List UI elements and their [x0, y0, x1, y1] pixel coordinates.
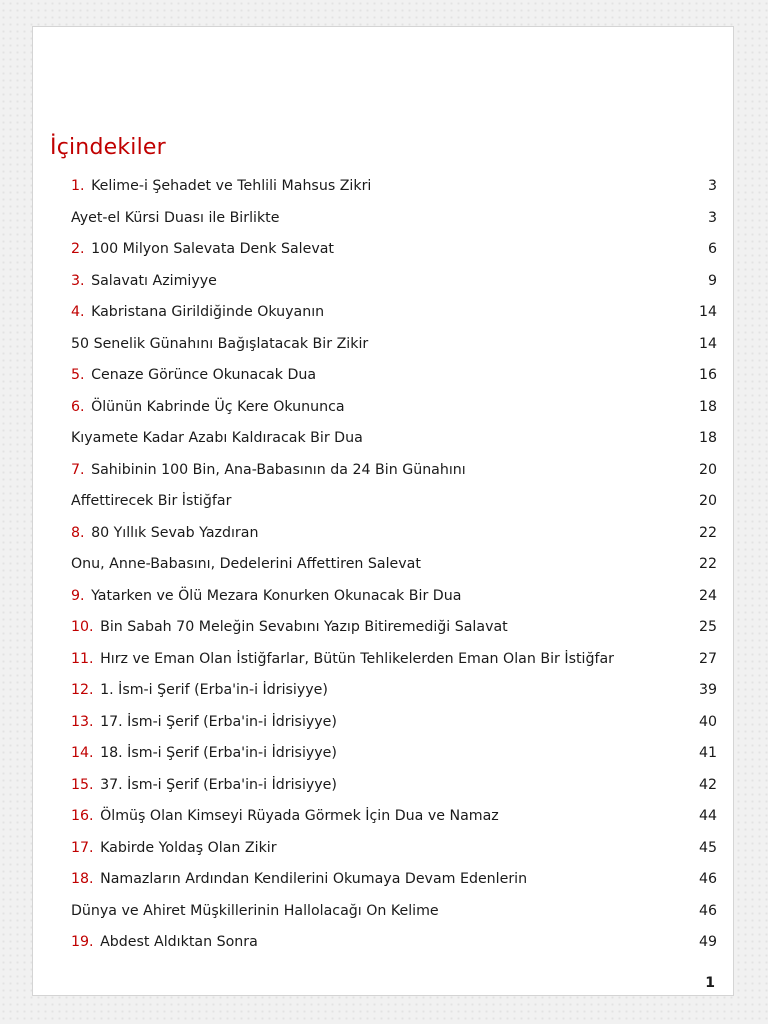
toc-entry-page: 20	[698, 493, 717, 509]
toc-entry[interactable]	[71, 364, 717, 396]
toc-entry-page: 20	[698, 461, 717, 478]
toc-entry-title: Yatarken ve Ölü Mezara Konurken Okunacak Bir Dua	[91, 587, 462, 604]
toc-entry-text	[71, 396, 345, 418]
toc-entry[interactable]	[71, 238, 717, 270]
toc-entry-title: 37. İsm-i Şerif (Erba'in-i İdrisiyye)	[100, 776, 337, 793]
toc-entry-page: 40	[698, 713, 717, 730]
toc-entry-title: Onu, Anne-Babasını, Dedelerini Affettiren Salevat	[71, 556, 421, 572]
toc-entry-number: 1.	[71, 178, 85, 194]
toc-entry-text	[71, 553, 421, 575]
toc-entry-number: 11.	[71, 650, 94, 667]
toc-entry-title: Ölmüş Olan Kimseyi Rüyada Görmek İçin Dua ve Namaz	[100, 808, 499, 824]
toc-entry-title: Kabirde Yoldaş Olan Zikir	[100, 839, 277, 856]
toc-entry-page: 27	[698, 650, 717, 667]
toc-entry-page: 49	[698, 934, 717, 950]
toc-entry[interactable]	[71, 742, 717, 774]
toc-entry[interactable]	[71, 805, 717, 837]
toc-entry[interactable]	[71, 427, 717, 459]
toc-entry-page: 42	[698, 776, 717, 793]
toc-entry-page: 39	[698, 682, 717, 698]
toc-entry-text	[71, 175, 371, 197]
toc-entry-title: Affettirecek Bir İstiğfar	[71, 493, 232, 509]
toc-entry-title: 100 Milyon Salevata Denk Salevat	[91, 241, 334, 257]
toc-entry-title: 18. İsm-i Şerif (Erba'in-i İdrisiyye)	[100, 745, 337, 761]
toc-entry-title: Hırz ve Eman Olan İstiğfarlar, Bütün Tehlikelerden Eman Olan Bir İstiğfar	[100, 650, 614, 667]
toc-entry-number: 4.	[71, 304, 85, 320]
document-page	[32, 26, 734, 996]
toc-entry-text	[71, 301, 324, 323]
toc-entry-page: 45	[698, 839, 717, 856]
toc-entry-page: 46	[698, 902, 717, 919]
toc-entry[interactable]	[71, 648, 717, 680]
toc-entry-title: Ölünün Kabrinde Üç Kere Okununca	[91, 398, 345, 415]
toc-entry-number: 3.	[71, 272, 85, 289]
toc-entry[interactable]	[71, 711, 717, 743]
toc-entry-number: 18.	[71, 871, 94, 887]
toc-entry-title: 17. İsm-i Şerif (Erba'in-i İdrisiyye)	[100, 713, 337, 730]
toc-entry-text	[71, 837, 277, 859]
toc-entry-text	[71, 648, 614, 670]
toc-entry[interactable]	[71, 774, 717, 806]
toc-entry-title: Abdest Aldıktan Sonra	[100, 934, 258, 950]
toc-entry-number: 10.	[71, 619, 94, 635]
toc-entry-text	[71, 585, 461, 607]
toc-entry-title: Kıyamete Kadar Azabı Kaldıracak Bir Dua	[71, 430, 363, 446]
toc-entry-page: 41	[698, 745, 717, 761]
toc-entry-text	[71, 364, 316, 386]
toc-entry-page: 22	[698, 524, 717, 541]
toc-entry-number: 14.	[71, 745, 94, 761]
toc-entry[interactable]	[71, 490, 717, 522]
toc-entry-number: 16.	[71, 808, 94, 824]
toc-entry-number: 5.	[71, 367, 85, 383]
toc-entry-page: 44	[698, 808, 717, 824]
toc-entry[interactable]	[71, 900, 717, 932]
toc-entry-page: 22	[698, 556, 717, 572]
toc-entry-number: 8.	[71, 524, 85, 541]
toc-entry-text	[71, 207, 279, 229]
toc-entry-text	[71, 900, 439, 922]
toc-entry-title: 50 Senelik Günahını Bağışlatacak Bir Zikir	[71, 335, 369, 352]
toc-entry-number: 2.	[71, 241, 85, 257]
toc-entry-title: Salavatı Azimiyye	[91, 272, 217, 289]
toc-entry[interactable]	[71, 679, 717, 711]
toc-entry[interactable]	[71, 459, 717, 491]
toc-list	[71, 175, 717, 963]
toc-entry-text	[71, 427, 363, 449]
toc-entry-title: 1. İsm-i Şerif (Erba'in-i İdrisiyye)	[100, 682, 328, 698]
toc-entry-page: 18	[698, 398, 717, 415]
toc-entry-page: 9	[707, 272, 717, 289]
toc-entry[interactable]	[71, 522, 717, 554]
toc-entry[interactable]	[71, 270, 717, 302]
toc-entry-text	[71, 238, 334, 260]
toc-entry-number: 13.	[71, 713, 94, 730]
toc-entry-title: Sahibinin 100 Bin, Ana-Babasının da 24 Bin Günahını	[91, 461, 466, 478]
toc-entry-text	[71, 711, 337, 733]
toc-entry-number: 15.	[71, 776, 94, 793]
toc-entry-title: Dünya ve Ahiret Müşkillerinin Hallolacağı On Kelime	[71, 902, 439, 919]
toc-entry-number: 12.	[71, 682, 94, 698]
toc-entry[interactable]	[71, 207, 717, 239]
toc-title: İçindekiler	[50, 135, 166, 160]
toc-entry-page: 3	[707, 209, 717, 226]
toc-entry-page: 24	[698, 587, 717, 604]
toc-entry-number: 7.	[71, 461, 85, 478]
toc-entry[interactable]	[71, 616, 717, 648]
toc-entry-text	[71, 805, 499, 827]
toc-entry[interactable]	[71, 931, 717, 963]
toc-entry-title: Bin Sabah 70 Meleğin Sevabını Yazıp Bitiremediği Salavat	[100, 619, 508, 635]
toc-entry-title: Namazların Ardından Kendilerini Okumaya Devam Edenlerin	[100, 871, 528, 887]
toc-entry-number: 19.	[71, 934, 94, 950]
toc-entry-page: 14	[698, 335, 717, 352]
toc-entry-text	[71, 333, 368, 355]
toc-entry-page: 14	[698, 304, 717, 320]
toc-entry-title: Kelime-i Şehadet ve Tehlili Mahsus Zikri	[91, 178, 372, 194]
toc-entry[interactable]	[71, 301, 717, 333]
toc-entry-text	[71, 490, 231, 512]
toc-entry-title: Ayet-el Kürsi Duası ile Birlikte	[71, 209, 280, 226]
toc-entry[interactable]	[71, 868, 717, 900]
page-number: 1	[705, 975, 715, 991]
toc-entry-text	[71, 459, 466, 481]
toc-entry-text	[71, 616, 508, 638]
toc-entry-text	[71, 774, 337, 796]
toc-entry[interactable]	[71, 333, 717, 365]
toc-entry-page: 6	[707, 241, 717, 257]
toc-entry-text	[71, 679, 328, 701]
toc-entry-page: 46	[698, 871, 717, 887]
toc-entry-title: 80 Yıllık Sevab Yazdıran	[91, 524, 259, 541]
toc-entry-number: 17.	[71, 839, 94, 856]
toc-entry-page: 25	[698, 619, 717, 635]
toc-entry-page: 16	[698, 367, 717, 383]
toc-entry[interactable]	[71, 175, 717, 207]
toc-entry-page: 3	[707, 178, 717, 194]
toc-entry-text	[71, 522, 258, 544]
toc-entry[interactable]	[71, 553, 717, 585]
toc-entry[interactable]	[71, 396, 717, 428]
toc-entry-title: Cenaze Görünce Okunacak Dua	[91, 367, 317, 383]
toc-entry-text	[71, 270, 217, 292]
toc-entry-text	[71, 931, 258, 953]
toc-entry-title: Kabristana Girildiğinde Okuyanın	[91, 304, 325, 320]
toc-entry-text	[71, 742, 337, 764]
toc-entry-number: 9.	[71, 587, 85, 604]
toc-entry[interactable]	[71, 585, 717, 617]
toc-entry[interactable]	[71, 837, 717, 869]
toc-entry-number: 6.	[71, 398, 85, 415]
toc-entry-page: 18	[698, 430, 717, 446]
toc-entry-text	[71, 868, 527, 890]
